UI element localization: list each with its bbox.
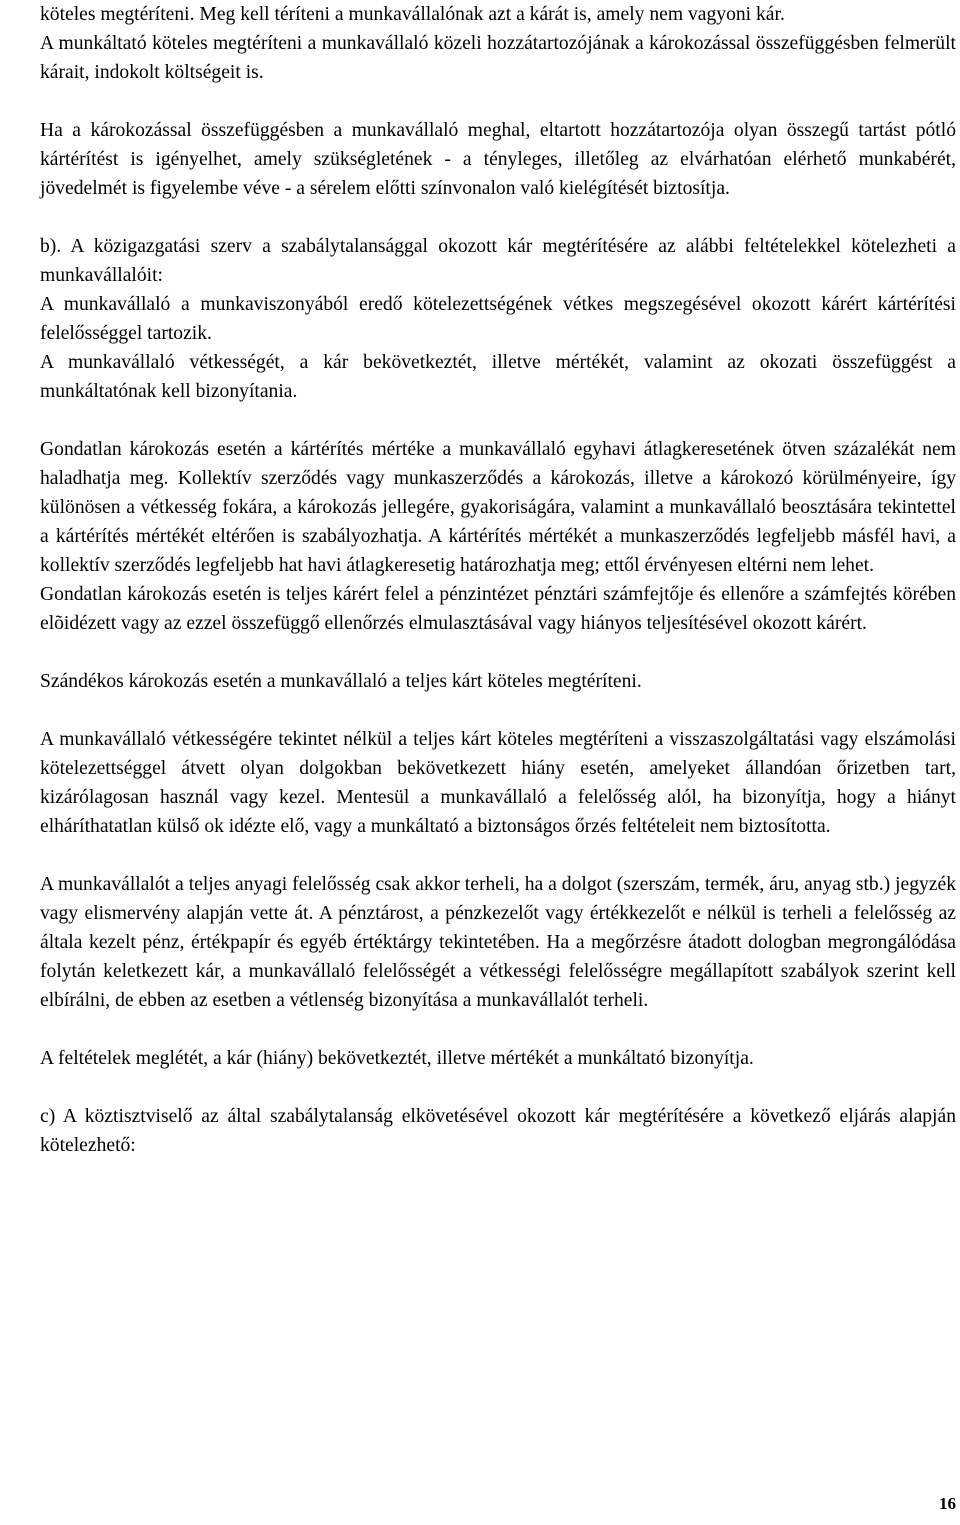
spacer [40, 1015, 956, 1044]
paragraph-8: Gondatlan károkozás esetén is teljes kárért felel a pénzintézet pénztári számfejtője és ellenőre a számfejtés körében elõidézett vagy az ezzel összefüggő ellenőrzés elmulasztásával vagy hiányos teljesítésével okozott kárért. [40, 584, 956, 634]
paragraph-12: A feltételek meglétét, a kár (hiány) bekövetkeztét, illetve mértékét a munkáltató bizonyítja. [40, 1048, 754, 1069]
paragraph-7: Gondatlan károkozás esetén a kártérítés mértéke a munkavállaló egyhavi átlagkeresetének ötven százalékát nem haladhatja meg. Kollektív szerződés vagy munkaszerződés a károkozás, illetve a károkozó körülményeire, így különösen a vétkesség fokára, a károkozás jellegére, gyakoriságára, valamint a munkavállaló beosztására tekintettel a kártérítés mértékét eltérően is szabályozhatja. A kártérítés mértékét a munkaszerződés legfeljebb másfél havi, a kollektív szerződés legfeljebb hat havi átlagkeresetig határozhatja meg; ettől érvényesen eltérni nem lehet. [40, 439, 956, 576]
document-page [40, 0, 956, 1160]
paragraph-13: c) A köztisztviselő az által szabálytalanság elkövetésével okozott kár megtérítésére a következő eljárás alapján kötelezhető: [40, 1106, 956, 1156]
spacer [40, 696, 956, 725]
paragraph-11: A munkavállalót a teljes anyagi felelősség csak akkor terheli, ha a dolgot (szerszám, termék, áru, anyag stb.) jegyzék vagy elismervény alapján vette át. A pénztárost, a pénzkezelőt vagy értékkezelőt e nélkül is terheli a felelősség az általa kezelt pénz, értékpapír és egyéb értéktárgy tekintetében. Ha a megőrzésre átadott dologban megrongálódása folytán keletkezett kár, a munkavállaló felelősségét a vétkességi felelősségre megállapított szabályok szerint kell elbírálni, de ebben az esetben a vétlenség bizonyítása a munkavállalót terheli. [40, 874, 956, 1011]
paragraph-2: A munkáltató köteles megtéríteni a munkavállaló közeli hozzátartozójának a károkozással összefüggésben felmerült kárait, indokolt költségeit is. [40, 33, 956, 83]
paragraph-4: b). A közigazgatási szerv a szabálytalansággal okozott kár megtérítésére az alábbi feltételekkel kötelezheti a munkavállalóit: [40, 236, 956, 286]
spacer [40, 841, 956, 870]
paragraph-9: Szándékos károkozás esetén a munkavállaló a teljes kárt köteles megtéríteni. [40, 671, 642, 692]
spacer [40, 406, 956, 435]
spacer [40, 1073, 956, 1102]
paragraph-5: A munkavállaló a munkaviszonyából eredő kötelezettségének vétkes megszegésével okozott kárért kártérítési felelősséggel tartozik. [40, 294, 956, 344]
page-number: 16 [939, 1494, 956, 1513]
paragraph-10: A munkavállaló vétkességére tekintet nélkül a teljes kárt köteles megtéríteni a visszaszolgáltatási vagy elszámolási kötelezettséggel átvett olyan dolgokban bekövetkezett hiány esetén, amelyeket állandóan őrizetben tart, kizárólagosan használ vagy kezel. Mentesül a munkavállaló a felelősség alól, ha bizonyítja, hogy a hiányt elháríthatatlan külső ok idézte elő, vagy a munkáltató a biztonságos őrzés feltételeit nem biztosította. [40, 729, 956, 837]
paragraph-3: Ha a károkozással összefüggésben a munkavállaló meghal, eltartott hozzátartozója olyan összegű tartást pótló kártérítést is igényelhet, amely szükségletének - a tényleges, illetőleg az elvárhatóan elérhető munkabérét, jövedelmét is figyelembe véve - a sérelem előtti színvonalon való kielégítését biztosítja. [40, 120, 956, 199]
spacer [40, 638, 956, 667]
spacer [40, 203, 956, 232]
paragraph-6: A munkavállaló vétkességét, a kár bekövetkeztét, illetve mértékét, valamint az okozati összefüggést a munkáltatónak kell bizonyítania. [40, 352, 956, 402]
spacer [40, 87, 956, 116]
paragraph-1: köteles megtéríteni. Meg kell téríteni a munkavállalónak azt a kárát is, amely nem vagyoni kár. [40, 4, 785, 25]
